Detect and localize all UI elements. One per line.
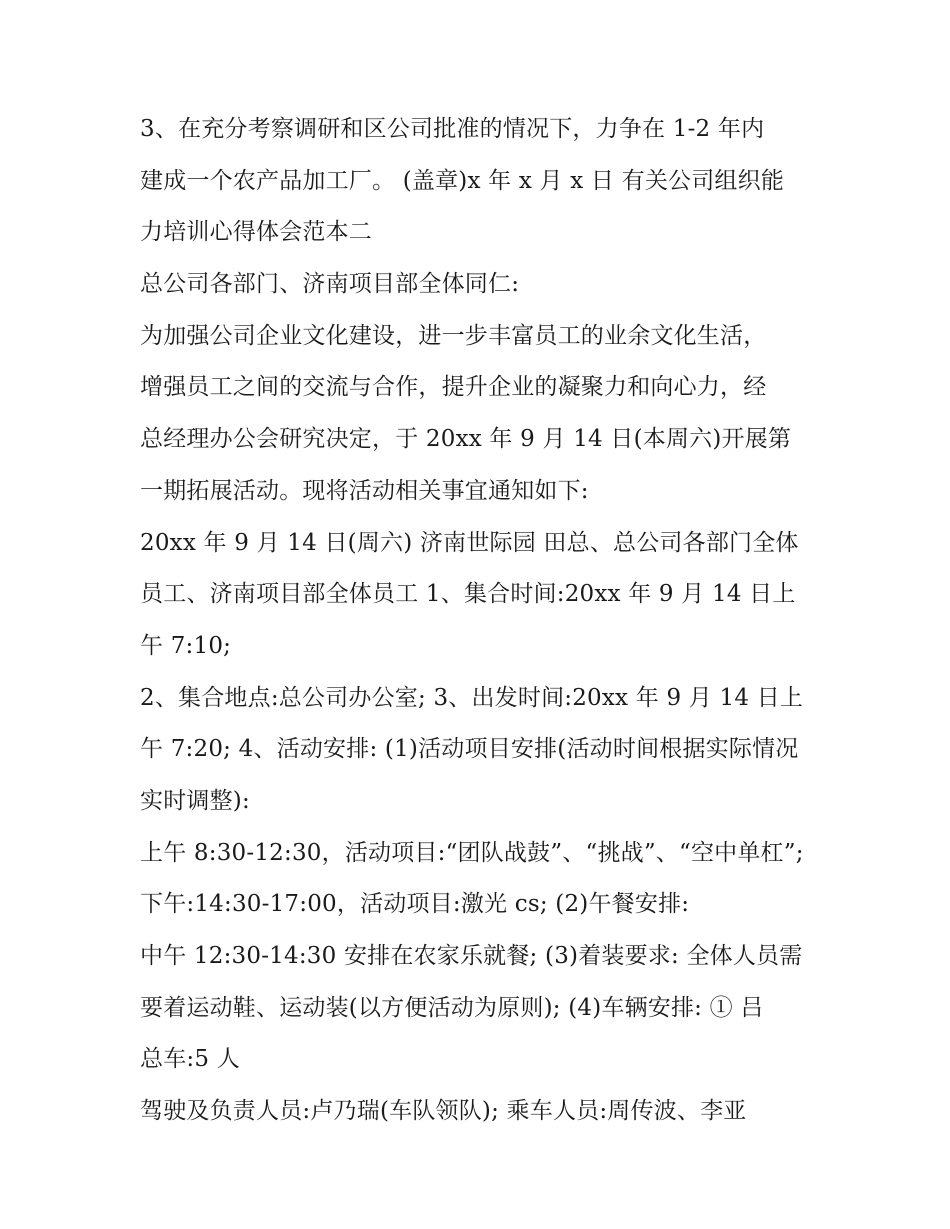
text-line: 3、在充分考察调研和区公司批准的情况下，力争在 1-2 年内 (140, 116, 765, 142)
text-line: 驾驶及负责人员:卢乃瑞(车队领队); 乘车人员:周传波、李亚 (140, 1098, 747, 1125)
text-line: 力培训心得体会范本二 (140, 219, 372, 246)
text-line: 午 7:10; (140, 632, 232, 659)
text-line: 员工、济南项目部全体员工 1、集合时间:20xx 年 9 月 14 日上 (140, 581, 796, 608)
text-line: 总公司各部门、济南项目部全体同仁: (140, 271, 520, 298)
text-line: 总经理办公会研究决定，于 20xx 年 9 月 14 日(本周六)开展第 (140, 426, 792, 453)
text-line: 总车:5 人 (140, 1046, 240, 1073)
text-line: 中午 12:30-14:30 安排在农家乐就餐; (3)着装要求: 全体人员需 (140, 943, 803, 969)
document-body (140, 104, 830, 1138)
text-line: 2、集合地点:总公司办公室; 3、出发时间:20xx 年 9 月 14 日上 (140, 684, 804, 711)
text-line: 建成一个农产品加工厂。 (盖章)x 年 x 月 x 日 有关公司组织能 (140, 167, 785, 194)
text-line: 上午 8:30-12:30，活动项目:“团队战鼓”、“挑战”、“空中单杠”; (140, 839, 804, 866)
text-line: 要着运动鞋、运动装(以方便活动为原则); (4)车辆安排: ① 吕 (140, 994, 764, 1021)
text-line: 午 7:20; 4、活动安排: (1)活动项目安排(活动时间根据实际情况 (140, 736, 799, 763)
text-line: 为加强公司企业文化建设，进一步丰富员工的业余文化生活， (140, 322, 767, 349)
text-line: 下午:14:30-17:00，活动项目:激光 cs; (2)午餐安排: (140, 891, 690, 918)
text-line: 一期拓展活动。现将活动相关事宜通知如下: (140, 477, 589, 504)
text-line: 20xx 年 9 月 14 日(周六) 济南世际园 田总、总公司各部门全体 (140, 529, 799, 556)
text-line: 实时调整): (140, 787, 250, 814)
text-line: 增强员工之间的交流与合作，提升企业的凝聚力和向心力，经 (140, 374, 767, 401)
